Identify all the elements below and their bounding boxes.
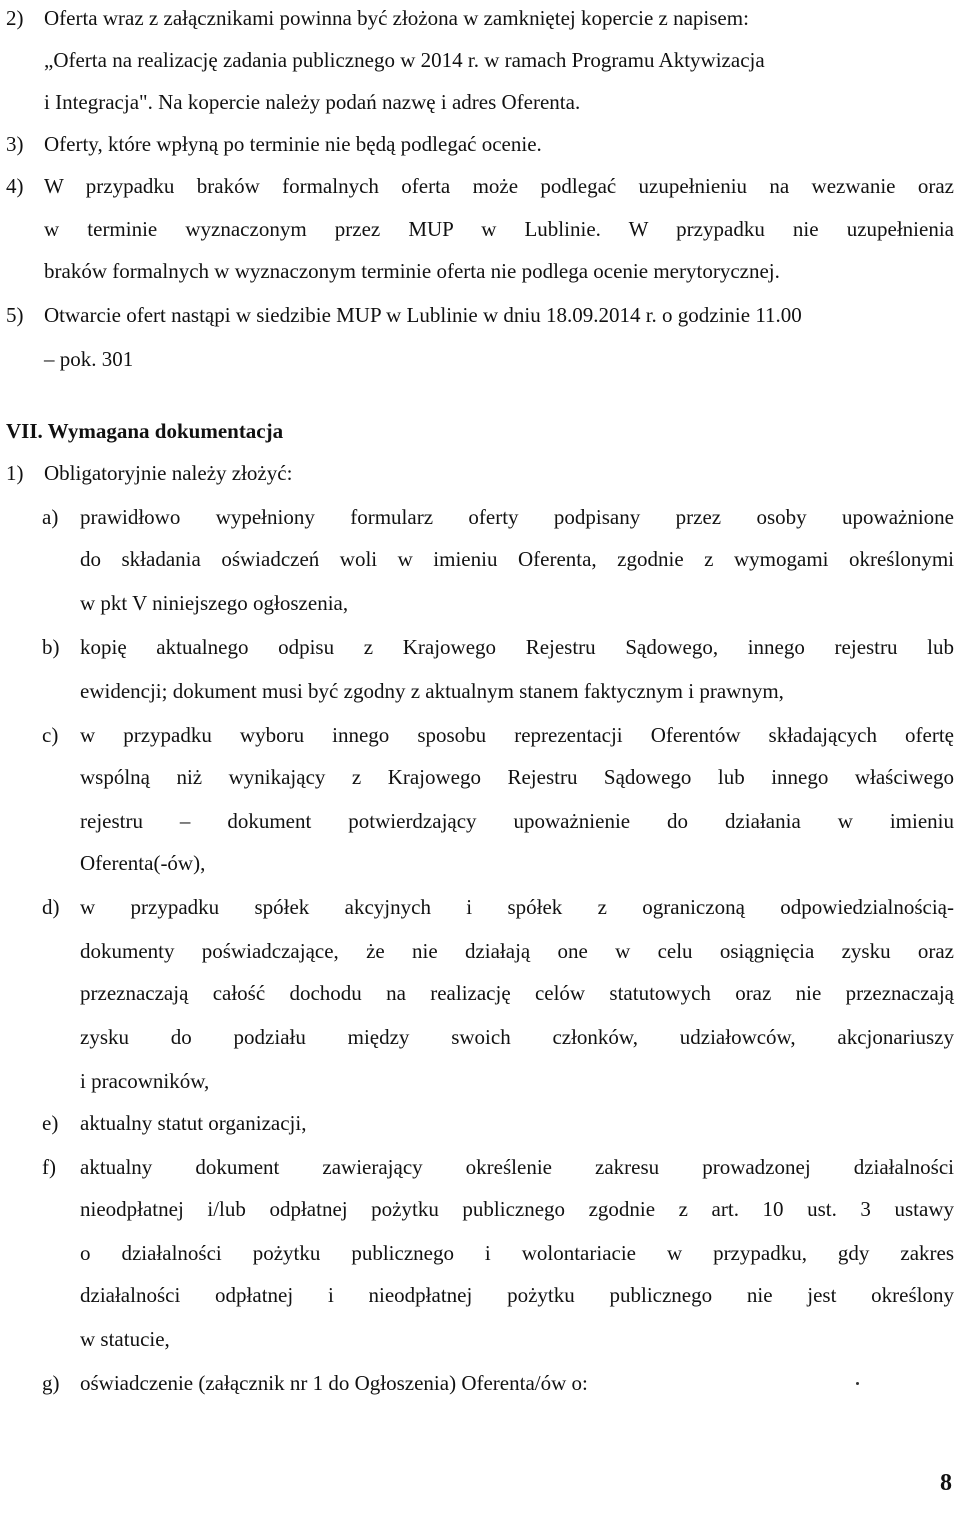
section-title: Wymagana dokumentacja [47, 419, 284, 443]
list-line: Oferenta(-ów), [80, 851, 206, 875]
item-number: 3) [6, 132, 24, 156]
list-line: w przypadku wyboru innego sposobu reprezentacji Oferentów składających ofertę [80, 723, 954, 747]
paragraph-line: Obligatoryjnie należy złożyć: [44, 461, 293, 485]
list-line: aktualny statut organizacji, [80, 1111, 307, 1135]
list-line: aktualny dokument zawierający określenie zakresu prowadzonej działalności [80, 1155, 954, 1179]
list-line: prawidłowo wypełniony formularz oferty podpisany przez osoby upoważnione [80, 505, 954, 529]
paragraph-line: „Oferta na realizację zadania publicznego w 2014 r. w ramach Programu Aktywizacja [44, 48, 765, 72]
list-letter: g) [42, 1371, 60, 1395]
page-number: 8 [940, 1470, 952, 1496]
list-letter: f) [42, 1155, 56, 1179]
list-line: w przypadku spółek akcyjnych i spółek z ograniczoną odpowiedzialnością- [80, 895, 954, 919]
paragraph-line: i Integracja". Na kopercie należy podań nazwę i adres Oferenta. [44, 90, 581, 114]
list-letter: c) [42, 723, 59, 747]
list-line: i pracowników, [80, 1069, 210, 1093]
item-number: 2) [6, 6, 24, 30]
list-line: zysku do podziału między swoich członków, udziałowców, akcjonariuszy [80, 1025, 954, 1049]
list-line: o działalności pożytku publicznego i wolontariacie w przypadku, gdy zakres [80, 1241, 954, 1265]
paragraph-line: Otwarcie ofert nastąpi w siedzibie MUP w Lublinie w dniu 18.09.2014 r. o godzinie 11.00 [44, 303, 802, 327]
list-letter: d) [42, 895, 60, 919]
paragraph-line: braków formalnych w wyznaczonym terminie oferta nie podlega ocenie merytorycznej. [44, 259, 780, 283]
paragraph-line: w terminie wyznaczonym przez MUP w Lublinie. W przypadku nie uzupełnienia [44, 217, 954, 241]
paragraph-line: W przypadku braków formalnych oferta może podlegać uzupełnieniu na wezwanie oraz [44, 174, 954, 198]
item-number: 4) [6, 174, 24, 198]
paragraph-line: Oferta wraz z załącznikami powinna być złożona w zamkniętej kopercie z napisem: [44, 6, 749, 30]
item-number: 5) [6, 303, 24, 327]
list-line: dokumenty poświadczające, że nie działają one w celu osiągnięcia zysku oraz [80, 939, 954, 963]
list-line: w statucie, [80, 1327, 170, 1351]
list-line: rejestru – dokument potwierdzający upoważnienie do działania w imieniu [80, 809, 954, 833]
list-line: do składania oświadczeń woli w imieniu Oferenta, zgodnie z wymogami określonymi [80, 547, 954, 571]
scan-speck [856, 1382, 859, 1385]
paragraph-line: – pok. 301 [44, 347, 134, 371]
list-line: w pkt V niniejszego ogłoszenia, [80, 591, 349, 615]
item-number: 1) [6, 461, 24, 485]
list-line: oświadczenie (załącznik nr 1 do Ogłoszenia) Oferenta/ów o: [80, 1371, 588, 1395]
list-line: działalności odpłatnej i nieodpłatnej pożytku publicznego nie jest określony [80, 1283, 954, 1307]
paragraph-line: Oferty, które wpłyną po terminie nie będą podlegać ocenie. [44, 132, 542, 156]
list-letter: e) [42, 1111, 59, 1135]
list-letter: b) [42, 635, 60, 659]
section-heading [6, 418, 283, 444]
list-line: wspólną niż wynikający z Krajowego Rejestru Sądowego lub innego właściwego [80, 765, 954, 789]
list-line: nieodpłatnej i/lub odpłatnej pożytku publicznego zgodnie z art. 10 ust. 3 ustawy [80, 1197, 954, 1221]
section-number: VII. [6, 419, 43, 443]
list-letter: a) [42, 505, 59, 529]
list-line: przeznaczają całość dochodu na realizację celów statutowych oraz nie przeznaczają [80, 981, 954, 1005]
list-line: ewidencji; dokument musi być zgodny z aktualnym stanem faktycznym i prawnym, [80, 679, 784, 703]
list-line: kopię aktualnego odpisu z Krajowego Rejestru Sądowego, innego rejestru lub [80, 635, 954, 659]
